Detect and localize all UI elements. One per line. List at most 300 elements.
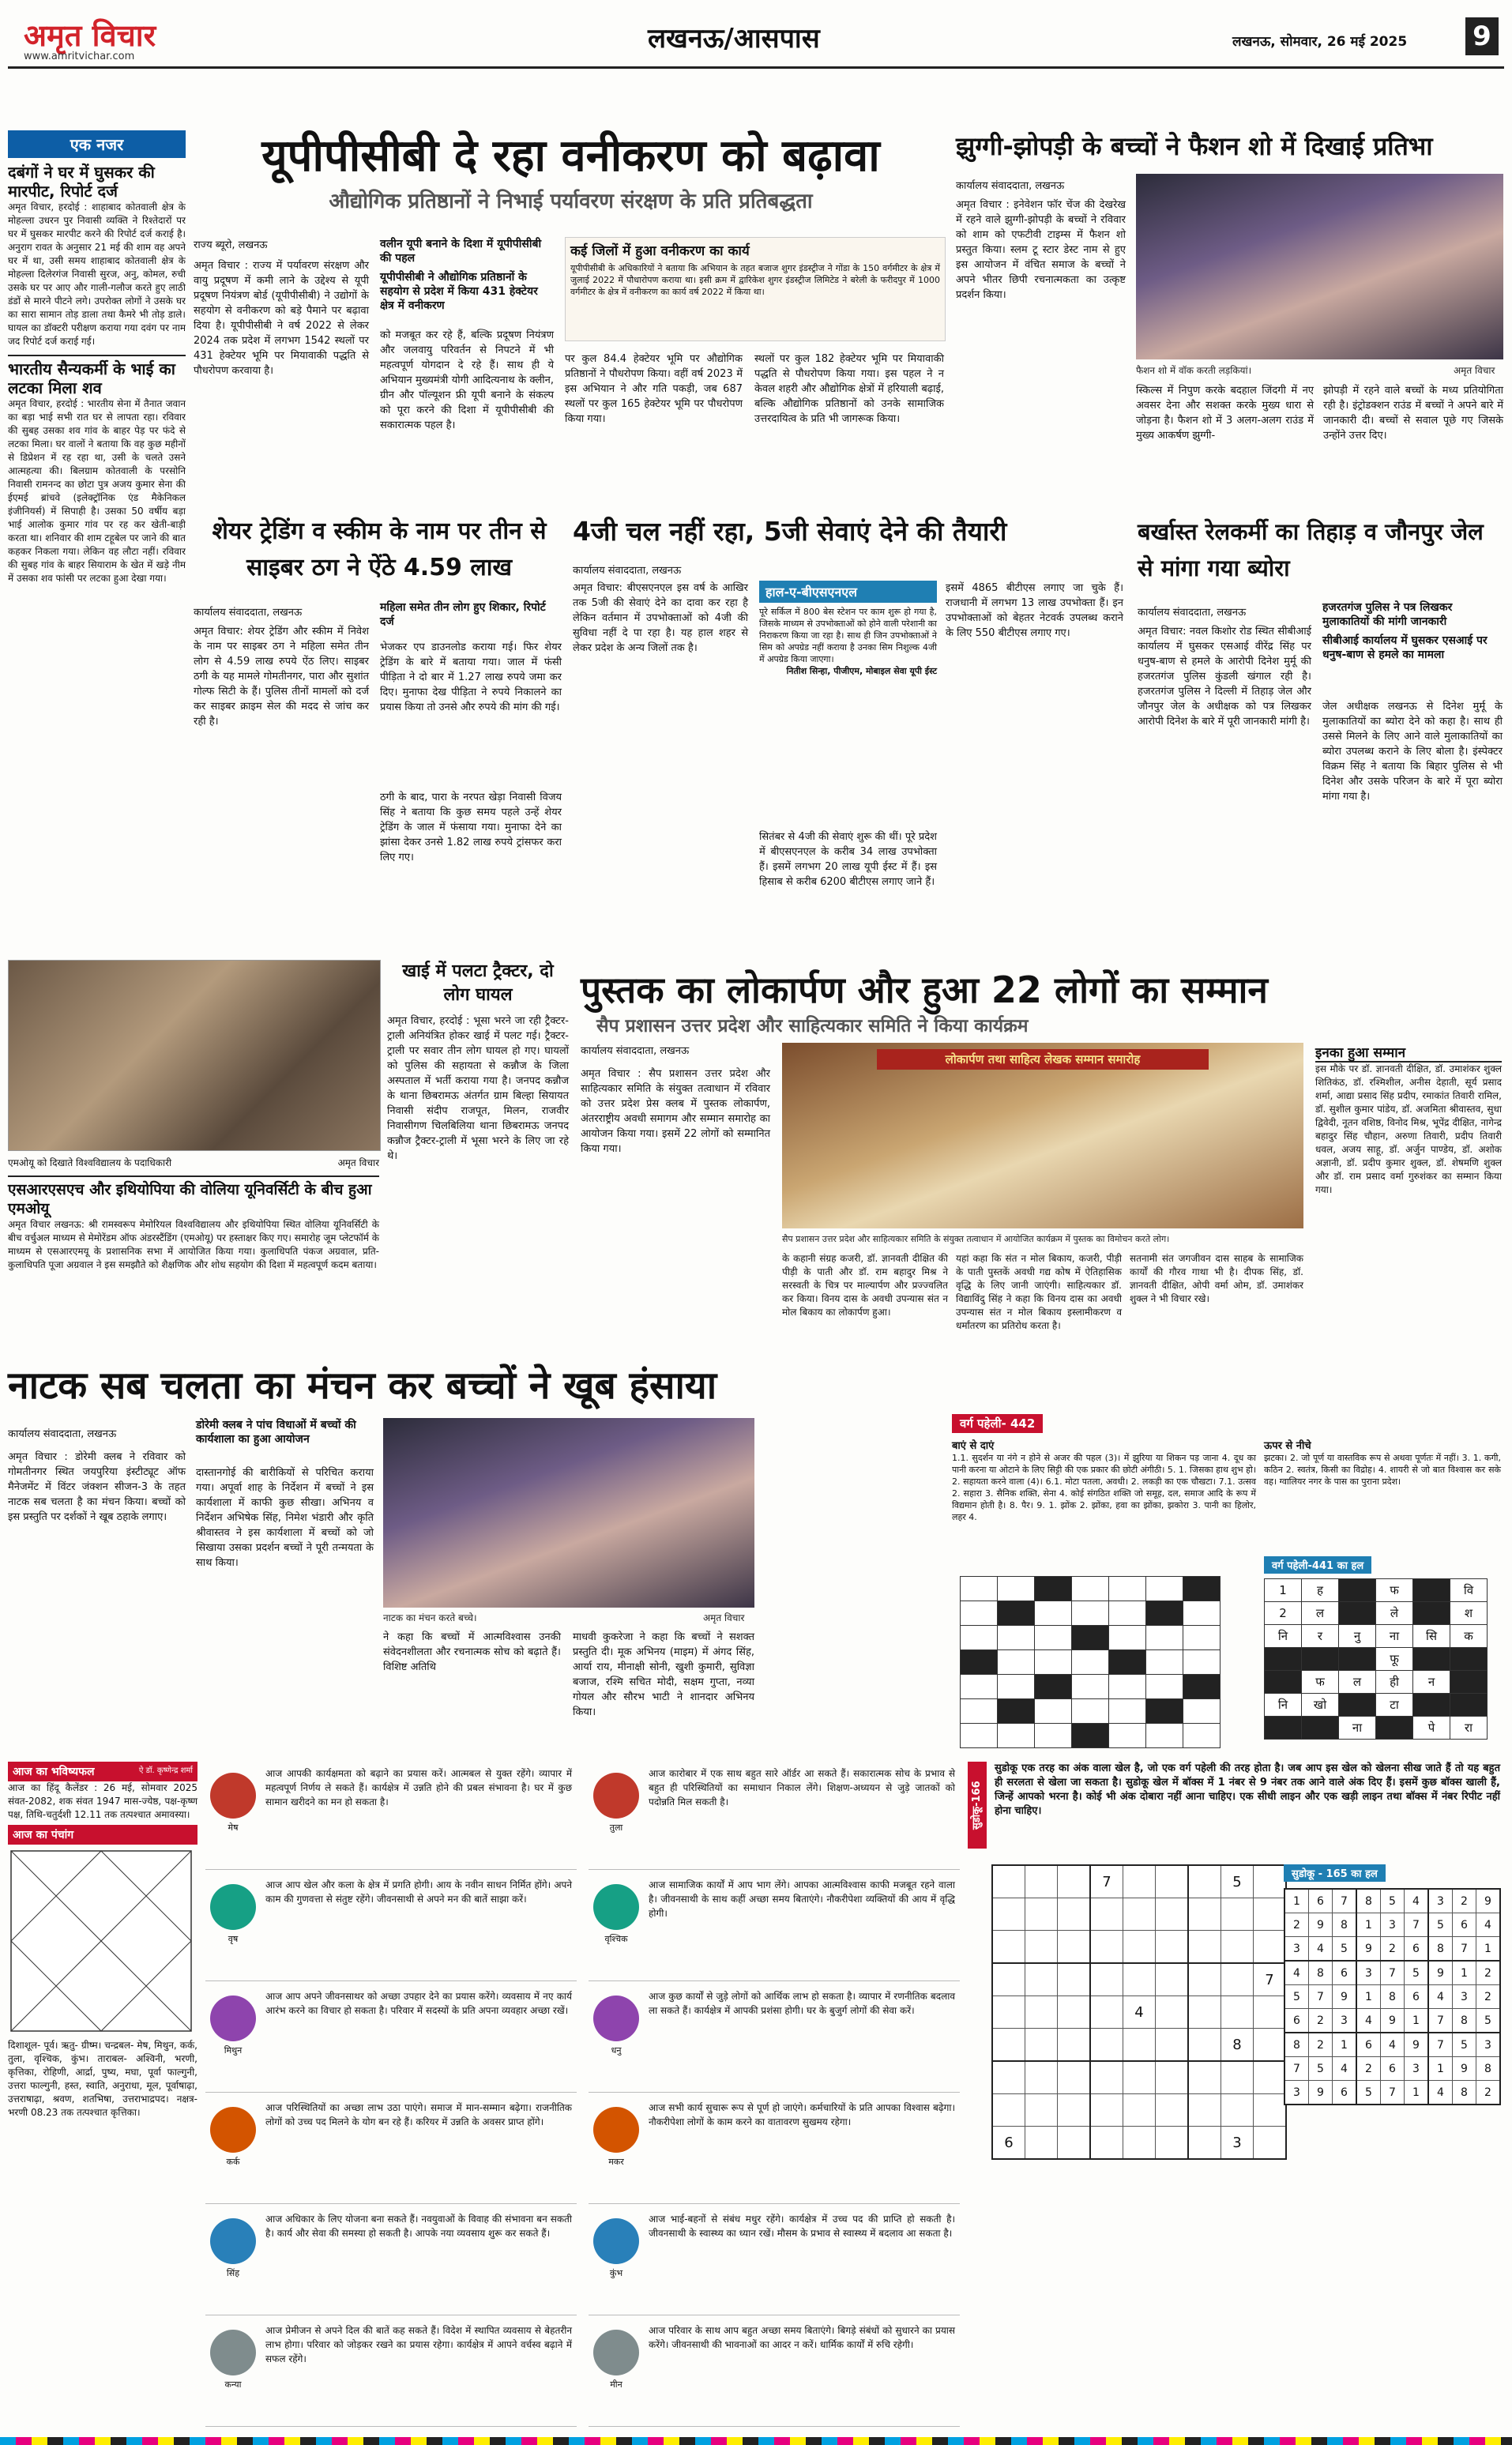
sudoku-puzzle-cell[interactable]: [1156, 1898, 1189, 1931]
section-title: लखनऊ/आसपास: [648, 23, 820, 55]
sudoku-answer-cell: 9: [1453, 2057, 1476, 2081]
sudoku-answer-cell: 8: [1333, 1913, 1357, 1937]
masthead-rule: [8, 66, 1504, 69]
sudoku-puzzle-cell[interactable]: [1156, 1996, 1189, 2029]
sudoku-answer-cell: 1: [1356, 1913, 1381, 1937]
crossword-cell[interactable]: [1072, 1675, 1109, 1699]
sudoku-puzzle-cell[interactable]: [1058, 2094, 1091, 2127]
crossword-clues-right: [1264, 1438, 1501, 1488]
crossword-cell[interactable]: [961, 1724, 998, 1748]
sudoku-puzzle-cell[interactable]: [1188, 1963, 1221, 1996]
crossword-answer-cell: [1413, 1648, 1450, 1671]
sudoku-answer-cell: 1: [1428, 2057, 1453, 2081]
sudoku-puzzle-cell[interactable]: [992, 2029, 1025, 2062]
crossword-cell[interactable]: [1035, 1675, 1072, 1699]
zodiac-icon: [205, 1873, 261, 1980]
sudoku-puzzle-cell[interactable]: [1025, 1931, 1058, 1964]
crossword-row: [961, 1601, 1221, 1626]
sudoku-puzzle-cell[interactable]: [1090, 1931, 1123, 1964]
crossword-cell[interactable]: [998, 1699, 1035, 1724]
book-col4: सतनामी संत जगजीवन दास साहब के सामाजिक कार्यों की गौरव गाथा भी है। दीपक सिंह, डॉ. ज्ञानवती दीक्षित, ओपी वर्मा ओम, डॉ. उमाशंकर शुक्ल ने भी विचार रखे।: [1130, 1253, 1303, 1304]
uppcb-bullet-2: यूपीपीसीबी ने औद्योगिक प्रतिष्ठानों के सहयोग से प्रदेश में किया 431 हेक्टेयर क्षेत्र में वनीकरण: [380, 271, 538, 312]
sudoku-puzzle-cell[interactable]: [1025, 2061, 1058, 2094]
crossword-grid[interactable]: [960, 1576, 1221, 1748]
crossword-cell[interactable]: [1183, 1577, 1221, 1601]
sudoku-puzzle-cell[interactable]: [1058, 2127, 1091, 2160]
sudoku-puzzle-cell[interactable]: [1254, 2029, 1287, 2062]
crossword-cell[interactable]: [1072, 1724, 1109, 1748]
sudoku-answer-row: [1284, 2009, 1500, 2033]
sudoku-puzzle-cell[interactable]: [1156, 2029, 1189, 2062]
sudoku-puzzle-cell[interactable]: [1221, 1996, 1254, 2029]
sudoku-puzzle-cell[interactable]: [1058, 1931, 1091, 1964]
sudoku-puzzle-cell[interactable]: [1025, 1865, 1058, 1898]
crossword-answer-cell: वि: [1450, 1579, 1488, 1602]
drama-col1: अमृत विचार : डोरेमी क्लब ने रविवार को गोमतीनगर स्थित जयपुरिया इंस्टीट्यूट ऑफ मैनेजमेंट में विंटर जंक्शन सीजन-3 के तहत नाटक सब चलता है का मंचन किया। बच्चों को इस प्रस्तुति पर दर्शकों ने खूब ठहाके लगाए।: [8, 1451, 186, 1523]
rail-col2: जेल अधीक्षक लखनऊ से दिनेश मुर्मू के मुलाकातियों का ब्योरा देने को कहा है। साथ ही उससे मिलने के लिए आने वाले मुलाकातियों का ब्योरा उपलब्ध कराने के लिए बोला है। इंस्पेक्टर विक्रम सिंह ने बताया कि बिहार पुलिस से भी दिनेश और उसके परिजन के बारे में पूरा ब्योरा मांगा गया है।: [1322, 701, 1503, 803]
fashion-body3: झोपड़ी में रहने वाले बच्चों के मध्य प्रतियोगिता रही है। इंट्रोडक्शन राउंड में बच्चों ने अपने बारे में जानकारी दी। बच्चों से सवाल पूछे गए जिसके उन्होंने उत्तर दिए।: [1323, 385, 1503, 442]
sudoku-puzzle-cell[interactable]: [1188, 2061, 1221, 2094]
horoscope-text: आज सभी कार्य सुचारू रूप से पूर्ण हो जाएंगे। कर्मचारियों के प्रति आपका विश्वास बढ़ेगा। नौकरीपेशा लोगों के काम करने का वातावरण सुखमय रहेगा।: [649, 2102, 955, 2127]
sudoku-puzzle-cell[interactable]: [1254, 1931, 1287, 1964]
bsnl-story: [573, 513, 1126, 956]
crossword-cell[interactable]: [1146, 1626, 1183, 1650]
sudoku-puzzle-cell[interactable]: [1188, 2094, 1221, 2127]
crossword-answer-cell: टा: [1376, 1694, 1413, 1717]
crossword-cell[interactable]: [1109, 1601, 1146, 1626]
sudoku-answer-cell: 2: [1284, 1913, 1309, 1937]
crossword-answer-cell: ह: [1302, 1579, 1339, 1602]
crossword-cell[interactable]: [1146, 1601, 1183, 1626]
uppcb-box-head: कई जिलों में हुआ वनीकरण का कार्य: [570, 243, 750, 259]
sudoku-puzzle-cell[interactable]: [1123, 1865, 1156, 1898]
drama-bullet: डोरेमी क्लब ने पांच विधाओं में बच्चों की कार्यशाला का हुआ आयोजन: [196, 1419, 356, 1446]
crossword-answer-tag: वर्ग पहेली-441 का हल: [1264, 1556, 1371, 1574]
sidebar-story2-body: अमृत विचार, हरदोई : भारतीय सेना में तैनात जवान का बड़ा भाई सभी रात घर से लापता रहा। रविवार की सुबह उसका शव गांव के बाहर पेड़ पर फंदे से लटका मिला। घर वालों ने बताया कि वह कुछ महीनों से डिप्रेशन में रह रहा था, उसी के चलते उसने आत्महत्या की। बिलग्राम कोतवाली के परसोनि निवासी रामनन्द का छोटा पुत्र अजय कुमार सेना की ईएमई ब्रांचवे (इलेक्ट्रॉनिक एंड मैकेनिकल इंजीनियर्स) में सिपाही है। उसका 50 वर्षीय बड़ा भाई आलोक कुमार गांव पर रह कर खेती-बाड़ी करता था। शनिवार की शाम टहूबेल पर जाने की बात कहकर निकला गया। लेकिन वह लौटा नहीं। रविवार की सुबह गांव के बाहर सियाराम के खेत में खड़े नीम में उसका शव फांसी पर लटका हुआ देखा गया।: [8, 398, 186, 584]
sudoku-answer-cell: 3: [1453, 1985, 1476, 2009]
sudoku-answer-cell: 2: [1356, 2057, 1381, 2081]
horoscope-entry: [589, 2319, 960, 2427]
crossword-answer-cell: ही: [1376, 1671, 1413, 1694]
horoscope-entry: [589, 2096, 960, 2204]
book-photo: [782, 1043, 1303, 1228]
sudoku-puzzle-cell[interactable]: [1188, 1865, 1221, 1898]
zodiac-symbol: [210, 1884, 256, 1930]
sudoku-answer-cell: 9: [1309, 2081, 1333, 2105]
sudoku-answer-cell: 9: [1428, 1961, 1453, 1985]
zodiac-sign-name: कर्क: [226, 2157, 240, 2167]
sudoku-answer-cell: 3: [1356, 1961, 1381, 1985]
sudoku-puzzle-cell[interactable]: [1123, 1931, 1156, 1964]
crossword-cell[interactable]: [998, 1675, 1035, 1699]
sudoku-answer-cell: 2: [1309, 2009, 1333, 2033]
sudoku-puzzle-grid[interactable]: [991, 1864, 1287, 2160]
zodiac-symbol: [593, 2107, 639, 2153]
sudoku-puzzle-cell[interactable]: [1090, 2094, 1123, 2127]
horoscope-head-label: आज का भविष्यफल: [13, 1766, 95, 1778]
sudoku-answer-cell: 2: [1381, 1937, 1405, 1962]
crossword-answer-row: [1265, 1602, 1488, 1625]
sudoku-puzzle-cell[interactable]: 8: [1221, 2029, 1254, 2062]
sudoku-answer-cell: 4: [1428, 2081, 1453, 2105]
sudoku-puzzle-cell[interactable]: [1058, 1865, 1091, 1898]
sudoku-puzzle-cell[interactable]: [1156, 2094, 1189, 2127]
sudoku-answer-row: [1284, 1937, 1500, 1962]
crossword-answer-cell: [1376, 1717, 1413, 1740]
crossword-cell[interactable]: [961, 1675, 998, 1699]
sudoku-answer-cell: 2: [1309, 2033, 1333, 2057]
sudoku-answer-cell: 8: [1453, 2081, 1476, 2105]
sidebar: [8, 130, 186, 960]
sudoku-puzzle-cell[interactable]: [992, 2094, 1025, 2127]
bsnl-quote: पूरे सर्किल में 800 बेस स्टेशन पर काम शुरू हो गया है, जिसके माध्यम से उपभोक्ताओं को होने वाली परेशानी का निराकरण किया जा रहा है। साथ ही जिन उपभोक्ताओं ने सिम को अपग्रेड नहीं कराया है उनका सिम निशुल्क 4जी में अपग्रेड किया जाएगा।: [759, 607, 937, 664]
crossword-right-head: ऊपर से नीचे: [1264, 1440, 1311, 1452]
crossword-cell[interactable]: [1146, 1675, 1183, 1699]
crossword-answer-cell: [1339, 1602, 1376, 1625]
sudoku-puzzle-cell[interactable]: [1221, 1963, 1254, 1996]
sudoku-puzzle-cell[interactable]: [1123, 2127, 1156, 2160]
masthead-logo: अमृत विचार: [24, 18, 156, 53]
horoscope-text: आज प्रेमीजन से अपने दिल की बातें कह सकते हैं। विदेश में स्थापित व्यवसाय से बेहतरीन लाभ होगा। परिवार को जोड़कर रखने का प्रयास रहेगा। कार्यक्षेत्र में आपने वर्चस्व बढ़ाने में सफल रहेंगे।: [265, 2325, 572, 2364]
tractor-body: अमृत विचार, हरदोई : भूसा भरने जा रही ट्रैक्टर-ट्राली अनियंत्रित होकर खाई में पलट गई। ट्रैक्टर-ट्राली पर सवार तीन लोग घायल हो गए। घायलों को पुलिस की सहायता से कन्नौज के जिला अस्पताल में भर्ती कराया गया है। जनपद कन्नौज के थाना छिबरामऊ अंतर्गत ग्राम बिल्हा सियायत निवासी संदीप राजपूत, मिलन, राजवीर निवासीगण चिलबिलिया थाना छिबरामऊ जनपद कन्नौज ट्रैक्टर-ट्राली में भूसा भरने के लिए जा रहे थे।: [387, 1015, 569, 1162]
fashion-photo: [1136, 174, 1503, 359]
sudoku-puzzle-cell[interactable]: 3: [1221, 2127, 1254, 2160]
drama-col4: माधवी कुकरेजा ने कहा कि बच्चों ने सशक्त प्रस्तुति दी। मूक अभिनय (माइम) में अंगद सिंह, आर्या राय, मीनाक्षी सोनी, खुशी कुमारी, सुविज्ञा बजाज, रश्मि सचित मोदी, सक्षम गुप्ता, नव्या गोयल और सौरभ भाटी ने शानदार अभिनय किया।: [573, 1631, 754, 1718]
sudoku-puzzle-cell[interactable]: [1090, 1963, 1123, 1996]
sudoku-puzzle-cell[interactable]: [1221, 2094, 1254, 2127]
horoscope-entry: [205, 2207, 577, 2315]
crossword-answer-cell: र: [1302, 1625, 1339, 1648]
masthead-date: लखनऊ, सोमवार, 26 मई 2025: [1232, 34, 1408, 50]
drama-col3: ने कहा कि बच्चों में आत्मविश्वास उनकी संवेदनशीलता और रचनात्मक सोच को बढ़ाते हैं। विशिष्ट अतिथि: [383, 1631, 561, 1673]
sudoku-puzzle-cell[interactable]: [992, 1898, 1025, 1931]
sudoku-puzzle-row: [992, 1865, 1286, 1898]
zodiac-sign-name: कुंभ: [609, 2268, 623, 2278]
horoscope-entry: [205, 1873, 577, 1981]
zodiac-symbol: [593, 1995, 639, 2041]
crossword-cell[interactable]: [1109, 1699, 1146, 1724]
crossword-cell[interactable]: [961, 1577, 998, 1601]
crossword-cell[interactable]: [1146, 1577, 1183, 1601]
book-photo-caption: सैप प्रशासन उत्तर प्रदेश और साहित्यकार समिति के संयुक्त तत्वाधान में आयोजित कार्यक्रम में पुस्तक का विमोचन करते लोग।: [782, 1234, 1170, 1244]
sudoku-answer-cell: 3: [1333, 2009, 1357, 2033]
sudoku-puzzle-cell[interactable]: [1188, 1898, 1221, 1931]
sudoku-puzzle-cell[interactable]: [1156, 1865, 1189, 1898]
crossword-cell[interactable]: [998, 1650, 1035, 1675]
sudoku-puzzle-cell[interactable]: [1254, 2061, 1287, 2094]
crossword-cell[interactable]: [998, 1626, 1035, 1650]
sudoku-section: [968, 1762, 1505, 2433]
share-col3: ठगी के बाद, पारा के नरपत खेड़ा निवासी विजय सिंह ने बताया कि कुछ समय पहले उन्हें शेयर ट्रेडिंग के जाल में फंसाया गया। मुनाफा देने का झांसा देकर उनसे 1.82 लाख रुपये ट्रांसफर करा लिए गए।: [380, 792, 562, 863]
masthead: [0, 0, 1512, 70]
sudoku-puzzle-cell[interactable]: [1123, 2094, 1156, 2127]
sudoku-answer-cell: 8: [1381, 1985, 1405, 2009]
fashion-body: अमृत विचार : इनेवेशन फॉर चेंज की देखरेख में रहने वाले झुग्गी-झोपड़ी के बच्चों ने रविवार को शाम को एफटीवी टाइम्स में फैशन शो प्रस्तुत किया। स्लम टू स्टार डेस्ट नाम से हुए इस आयोजन में वंचित समाज के बच्चों ने अपने भीतर छिपी रचनात्मकता का उत्कृष्ट प्रदर्शन किया।: [956, 199, 1126, 301]
crossword-row: [961, 1724, 1221, 1748]
crossword-cell[interactable]: [1109, 1724, 1146, 1748]
crossword-cell[interactable]: [1035, 1699, 1072, 1724]
sudoku-puzzle-cell[interactable]: [1254, 1996, 1287, 2029]
bsnl-byline: कार्यालय संवाददाता, लखनऊ: [573, 565, 682, 577]
crossword-cell[interactable]: [1183, 1724, 1221, 1748]
sudoku-puzzle-cell[interactable]: [1123, 2029, 1156, 2062]
crossword-cell[interactable]: [1035, 1650, 1072, 1675]
sudoku-puzzle-cell[interactable]: [1254, 1865, 1287, 1898]
zodiac-icon: [589, 2096, 644, 2203]
crossword-answer-cell: क: [1450, 1625, 1488, 1648]
sudoku-puzzle-cell[interactable]: [1025, 1898, 1058, 1931]
crossword-cell[interactable]: [1146, 1724, 1183, 1748]
book-banner: लोकार्पण तथा साहित्य लेखक सम्मान समारोह: [877, 1049, 1209, 1070]
crossword-answer-cell: न: [1413, 1671, 1450, 1694]
sidebar-title: एक नजर: [8, 130, 186, 158]
sudoku-answer-cell: 4: [1428, 1985, 1453, 2009]
crossword-cell[interactable]: [1146, 1699, 1183, 1724]
sudoku-answer-cell: 5: [1428, 1913, 1453, 1937]
crossword-answer-cell: फू: [1376, 1648, 1413, 1671]
crossword-cell[interactable]: [1035, 1626, 1072, 1650]
zodiac-sign-name: मीन: [610, 2379, 622, 2390]
sudoku-answer-cell: 4: [1309, 1937, 1333, 1962]
sudoku-puzzle-row: [992, 1963, 1286, 1996]
crossword-cell[interactable]: [998, 1724, 1035, 1748]
horoscope-text: आज भाई-बहनों से संबंध मधुर रहेंगे। कार्यक्षेत्र में उच्च पद की प्राप्ति हो सकती है। जीवनसाथी के स्वास्थ्य का ध्यान रखें। मौसम के प्रभाव से स्वास्थ्य में बदलाव आ सकता है।: [649, 2214, 955, 2239]
sudoku-puzzle-cell[interactable]: 7: [1254, 1963, 1287, 1996]
crossword-cell[interactable]: [961, 1650, 998, 1675]
sudoku-puzzle-cell[interactable]: [1058, 2029, 1091, 2062]
book-story: [581, 968, 1504, 1355]
sudoku-puzzle-cell[interactable]: [1254, 2094, 1287, 2127]
sudoku-puzzle-cell[interactable]: [1254, 1898, 1287, 1931]
sudoku-puzzle-cell[interactable]: [1123, 2061, 1156, 2094]
sudoku-answer-cell: 7: [1309, 1985, 1333, 2009]
crossword-answer-cell: [1302, 1648, 1339, 1671]
zodiac-symbol: [210, 1773, 256, 1819]
sudoku-puzzle-cell[interactable]: [1188, 1931, 1221, 1964]
crossword-answer-cell: [1339, 1579, 1376, 1602]
crossword-cell[interactable]: [1146, 1650, 1183, 1675]
sudoku-puzzle-cell[interactable]: [1188, 1996, 1221, 2029]
fashion-story: [956, 130, 1504, 506]
crossword-cell[interactable]: [1035, 1724, 1072, 1748]
sudoku-answer-cell: 8: [1476, 2057, 1501, 2081]
drama-byline: कार्यालय संवाददाता, लखनऊ: [8, 1428, 117, 1440]
sudoku-puzzle-cell[interactable]: [992, 2061, 1025, 2094]
sudoku-puzzle-cell[interactable]: [1123, 1898, 1156, 1931]
sudoku-answer-cell: 2: [1476, 2081, 1501, 2105]
crossword-cell[interactable]: [1183, 1675, 1221, 1699]
crossword-cell[interactable]: [1183, 1699, 1221, 1724]
crossword-answer-cell: [1265, 1671, 1302, 1694]
sudoku-puzzle-cell[interactable]: [1156, 1963, 1189, 1996]
sudoku-puzzle-cell[interactable]: [1090, 2029, 1123, 2062]
sudoku-answer-cell: 3: [1476, 2033, 1501, 2057]
crossword-cell[interactable]: [961, 1699, 998, 1724]
sudoku-puzzle-cell[interactable]: [992, 1996, 1025, 2029]
sudoku-answer-tag: सुडोकू - 165 का हल: [1284, 1864, 1386, 1882]
crossword-answer-cell: [1450, 1694, 1488, 1717]
sudoku-answer-cell: 7: [1405, 1913, 1429, 1937]
drama-photo-caption: नाटक का मंचन करते बच्चे।: [383, 1612, 477, 1623]
kundali-head: आज का पंचांग: [8, 1825, 197, 1845]
sidebar-story1-body: अमृत विचार, हरदोई : शाहाबाद कोतवाली क्षेत्र के मोहल्ला उधरन पुर निवासी व्यक्ति ने रिश्तेदारों पर घर में घुसकर मारपीट करने की रिपोर्ट दर्ज कराई है। अनुराग रावत के अनुसार 21 मई की शाम वह अपने घर में था, उसी समय शाहाबाद कोतवाली क्षेत्र के मोहल्ला दिलेरगंज निवासी सुरज, अनु, कोमल, रुची उसके घर पर आए और गाली-गलौज करते हुए लाठी डंडों से मारने पीटने लगे। उपरोक्त लोगों ने उसके घर का सारा सामान तोड़ डाला तथा कैमरे भी तोड़ डाले। घायल का डॉक्टरी परीक्षण कराया गया दवंग पर नाम जद रिपोर्ट दर्ज कराई गई।: [8, 201, 186, 347]
crossword-answer-cell: [1339, 1694, 1376, 1717]
fashion-body2: स्किल्स में निपुण करके बदहाल जिंदगी में नए अवसर देना और सशक्त करके मुख्य धारा से जोड़ना है। फैशन शो में 3 अलग-अलग राउंड में मुख्य आकर्षण झुग्गी-: [1136, 385, 1314, 442]
sudoku-answer-cell: 4: [1381, 2033, 1405, 2057]
sudoku-answer-cell: 7: [1333, 1889, 1357, 1913]
horoscope-text: आज कारोबार में एक साथ बहुत सारे ऑर्डर आ सकते हैं। सकारात्मक सोच के प्रभाव से बहुत ही परिस्थितियों का समाधान निकाल लेंगे। शिक्षण-अध्ययन से जुड़े जातकों को पदोन्नति मिल सकती है।: [649, 1768, 955, 1807]
sudoku-puzzle-cell[interactable]: [1156, 1931, 1189, 1964]
share-byline: कार्यालय संवाददाता, लखनऊ: [194, 607, 303, 619]
crossword-answer-cell: 1: [1265, 1579, 1302, 1602]
crossword-answer-row: [1265, 1717, 1488, 1740]
crossword-cell[interactable]: [1072, 1699, 1109, 1724]
page-number: 9: [1465, 17, 1499, 55]
crossword-row: [961, 1699, 1221, 1724]
sudoku-puzzle-cell[interactable]: [992, 1931, 1025, 1964]
crossword-cell[interactable]: [1109, 1626, 1146, 1650]
sudoku-puzzle-cell[interactable]: [1123, 1963, 1156, 1996]
crossword-cell[interactable]: [1183, 1650, 1221, 1675]
sudoku-answer-cell: 9: [1381, 2009, 1405, 2033]
sudoku-answer-cell: 4: [1356, 2009, 1381, 2033]
crossword-clues: [952, 1438, 1256, 1523]
sudoku-puzzle-cell[interactable]: 6: [992, 2127, 1025, 2160]
sudoku-puzzle-cell[interactable]: [1156, 2127, 1189, 2160]
book-honor-body: इस मौके पर डॉ. ज्ञानवती दीक्षित, डॉ. उमाशंकर शुक्ल शितिकंठ, डॉ. रश्मिशील, अनीस देहाती, सूर्य प्रसाद शर्मा, आद्या प्रसाद सिंह प्रदीप, रमाकांत तिवारी रामिल, डॉ. सुशील कुमार पांडेय, डॉ. अजमिता श्रीवास्तव, सुधा द्विवेदी, नूतन वशिष्ठ, विनोद मिश्र, भूपेंद्र दीक्षित, नागेन्द्र बहादुर सिंह चौहान, अरुणा तिवारी, प्रदीप तिवारी धवल, अजय साहू, डॉ. अर्जुन पाण्डेय, डॉ. अशोक अज्ञानी, डॉ. प्रदीप कुमार शुक्ल, डॉ. शेषमणि शुक्ल और डॉ. राम प्रसाद वर्मा गुरुशंकर का सम्मान किया गया।: [1315, 1063, 1502, 1195]
sudoku-answer-cell: 3: [1428, 1889, 1453, 1913]
sudoku-puzzle-cell[interactable]: [1090, 2061, 1123, 2094]
sudoku-puzzle-cell[interactable]: [1221, 1898, 1254, 1931]
sudoku-puzzle-cell[interactable]: [1188, 2029, 1221, 2062]
sudoku-answer-cell: 6: [1356, 2033, 1381, 2057]
sudoku-puzzle-cell[interactable]: [1221, 2061, 1254, 2094]
crossword-answer-cell: फ: [1376, 1579, 1413, 1602]
crossword-answer-cell: ना: [1376, 1625, 1413, 1648]
sidebar-story1-head: दबंगों ने घर में घुसकर की मारपीट, रिपोर्ट दर्ज: [8, 163, 155, 201]
zodiac-icon: [205, 1984, 261, 2092]
kundali-chart: [8, 1848, 194, 2034]
sudoku-answer-cell: 1: [1476, 1937, 1501, 1962]
sudoku-answer-cell: 2: [1476, 1985, 1501, 2009]
zodiac-sign-name: मिथुन: [224, 2045, 243, 2056]
crossword-answer-cell: रा: [1450, 1717, 1488, 1740]
sudoku-puzzle-cell[interactable]: [1025, 2029, 1058, 2062]
sudoku-puzzle-cell[interactable]: [1090, 2127, 1123, 2160]
sudoku-answer-cell: 5: [1284, 1985, 1309, 2009]
sudoku-rules: सुडोकू एक तरह का अंक वाला खेल है, जो एक वर्ग पहेली की तरह होता है। जब आप इस खेल को खेलना सीख जाते हैं तो यह बहुत ही सरलता से खेला जा सकता है। सुडोकू खेल में बॉक्स में 1 नंबर से 9 नंबर तक आने वाले अंक दिए हैं। इसमें कुछ बॉक्स खाली हैं, जिन्हें आपको भरना है। कोई भी अंक दोबारा नहीं आना चाहिए। एक सीधी लाइन और एक खड़ी लाइन तथा बॉक्स में नंबर रिपीट नहीं होना चाहिए।: [995, 1762, 1500, 1817]
crossword-cell[interactable]: [1072, 1577, 1109, 1601]
book-col3: यहां कहा कि संत न मोल बिकाय, कजरी, पीड़ी के पाती पुस्तकें अवधी गद्य कोष में ऐतिहासिक वृद्धि के लिए जानी जाएंगी। साहित्यकार डॉ. विद्याविंदु सिंह ने कहा कि विनय दास का अवधी उपन्यास संत न मोल बिकाय इस्लामीकरण व धर्मांतरण का प्रतिरोध करता है।: [956, 1253, 1122, 1331]
crossword-cell[interactable]: [1072, 1626, 1109, 1650]
sudoku-puzzle-cell[interactable]: [1090, 1898, 1123, 1931]
sudoku-answer-cell: 4: [1284, 1961, 1309, 1985]
sudoku-puzzle-cell[interactable]: [1058, 1996, 1091, 2029]
uppcb-story: [194, 130, 948, 506]
sudoku-answer-cell: 5: [1356, 2081, 1381, 2105]
uppcb-byline: राज्य ब्यूरो, लखनऊ: [194, 239, 268, 251]
sudoku-puzzle-cell[interactable]: [1188, 2127, 1221, 2160]
crossword-cell[interactable]: [1109, 1577, 1146, 1601]
zodiac-sign-name: कन्या: [224, 2379, 242, 2390]
share-story: [194, 513, 565, 956]
sudoku-puzzle-cell[interactable]: [1025, 1996, 1058, 2029]
crossword-answer-cell: [1413, 1579, 1450, 1602]
sudoku-answer-cell: 7: [1381, 1961, 1405, 1985]
sudoku-puzzle-cell[interactable]: 7: [1090, 1865, 1123, 1898]
crossword-cell[interactable]: [1109, 1675, 1146, 1699]
crossword-answer-cell: 2: [1265, 1602, 1302, 1625]
sudoku-puzzle-cell[interactable]: [1058, 1963, 1091, 1996]
sudoku-side-tag-text: सुडोकू-166: [971, 1781, 983, 1830]
sudoku-puzzle-cell[interactable]: [1025, 2094, 1058, 2127]
crossword-answer-cell: फ: [1302, 1671, 1339, 1694]
sudoku-puzzle-cell[interactable]: 4: [1123, 1996, 1156, 2029]
sudoku-puzzle-cell[interactable]: [1058, 1898, 1091, 1931]
bsnl-headline: 4जी चल नहीं रहा, 5जी सेवाएं देने की तैयारी: [573, 516, 1007, 547]
sudoku-puzzle-cell[interactable]: [1221, 1931, 1254, 1964]
crossword-answer-cell: ल: [1339, 1671, 1376, 1694]
mou-credit: अमृत विचार: [337, 1157, 379, 1168]
sudoku-answer-cell: 5: [1405, 1961, 1429, 1985]
crossword-cell[interactable]: [1183, 1601, 1221, 1626]
sudoku-puzzle-cell[interactable]: [1025, 1963, 1058, 1996]
sudoku-answer-row: [1284, 2081, 1500, 2105]
sudoku-answer-row: [1284, 2033, 1500, 2057]
sudoku-answer-cell: 1: [1333, 2033, 1357, 2057]
sudoku-puzzle-cell[interactable]: [992, 1963, 1025, 1996]
zodiac-icon: [589, 1984, 644, 2092]
sudoku-puzzle-cell[interactable]: [1090, 1996, 1123, 2029]
crossword-answer: [1264, 1556, 1505, 1740]
sudoku-puzzle-cell[interactable]: [1254, 2127, 1287, 2160]
sudoku-answer-cell: 3: [1381, 1913, 1405, 1937]
horoscope-entry: [589, 1984, 960, 2093]
bsnl-col1: अमृत विचार: बीएसएनएल इस वर्ष के आखिर तक 5जी की सेवाएं देने का दावा कर रहा है लेकिन वर्तमान में उपभोक्ताओं को 4जी की सुविधा नहीं दे पा रहा है। यह हाल शहर से लेकर प्रदेश के अन्य जिलों तक है।: [573, 582, 748, 654]
crossword-cell[interactable]: [961, 1626, 998, 1650]
sudoku-puzzle-cell[interactable]: [1156, 2061, 1189, 2094]
astrologer-name: ऐ डॉ. कृष्णेन्द्र शर्मा: [138, 1766, 193, 1775]
crossword-cell[interactable]: [1072, 1601, 1109, 1626]
book-headline: पुस्तक का लोकार्पण और हुआ 22 लोगों का सम्मान: [581, 969, 1268, 1011]
sudoku-puzzle-cell[interactable]: 5: [1221, 1865, 1254, 1898]
uppcb-col2: को मजबूत कर रहे हैं, बल्कि प्रदूषण नियंत्रण और जलवायु परिवर्तन से निपटने में भी महत्वपूर्ण योगदान दे रहे हैं। साथ ही ये अभियान मुख्यमंत्री योगी आदित्यनाथ के क्लीन, ग्रीन और पॉल्यूशन फ्री यूपी बनाने के संकल्प को पूरा करने की दिशा में यूपीपीसीबी की सकारात्मक पहल है।: [380, 329, 554, 431]
crossword-cell[interactable]: [1183, 1626, 1221, 1650]
crossword-cell[interactable]: [998, 1601, 1035, 1626]
zodiac-sign-name: वृश्चिक: [604, 1934, 628, 1944]
sudoku-puzzle-row: [992, 2094, 1286, 2127]
crossword-cell[interactable]: [1035, 1577, 1072, 1601]
sudoku-puzzle-cell[interactable]: [1025, 2127, 1058, 2160]
masthead-url[interactable]: www.amritvichar.com: [24, 51, 135, 62]
horoscope-right-col: [589, 1762, 960, 2430]
crossword-answer-row: [1265, 1671, 1488, 1694]
drama-photo: [383, 1418, 754, 1608]
sudoku-puzzle-cell[interactable]: [1058, 2061, 1091, 2094]
sudoku-puzzle-cell[interactable]: [992, 1865, 1025, 1898]
crossword-cell[interactable]: [1072, 1650, 1109, 1675]
crossword-answer-cell: नि: [1265, 1625, 1302, 1648]
crossword-answer-cell: ले: [1376, 1602, 1413, 1625]
crossword-cell[interactable]: [1109, 1650, 1146, 1675]
crossword-row: [961, 1650, 1221, 1675]
crossword-cell[interactable]: [961, 1601, 998, 1626]
sudoku-answer-cell: 6: [1333, 1961, 1357, 1985]
crossword-cell[interactable]: [998, 1577, 1035, 1601]
bsnl-quote-box: [759, 581, 937, 677]
crossword-cell[interactable]: [1035, 1601, 1072, 1626]
crossword: [952, 1414, 1505, 1746]
